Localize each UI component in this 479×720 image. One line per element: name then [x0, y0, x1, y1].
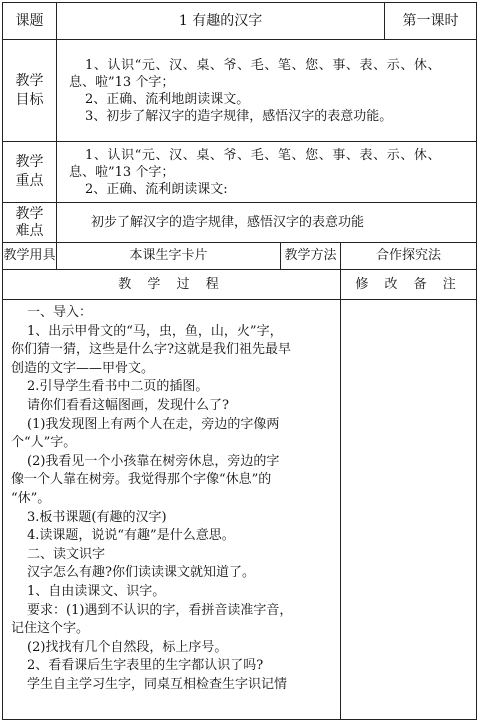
method-label: 教学方法: [281, 243, 341, 270]
process-line: (2)找找有几个自然段，标上序号。: [27, 639, 228, 655]
goals-line-1: 1、认识“元、汉、桌、爷、毛、笔、您、事、表、示、休、: [85, 57, 442, 73]
lesson-title: 1 有趣的汉字: [57, 3, 385, 40]
difficulties-label: [3, 203, 57, 243]
lesson-plan-table: [2, 2, 477, 720]
process-line: 创造的文字——甲骨文。: [11, 360, 155, 376]
tools-label: 教学用具: [3, 243, 57, 270]
process-line: 记住这个字。: [11, 621, 90, 637]
tools-row: [3, 243, 477, 270]
process-line: 2.引导学生看书中二页的插图。: [27, 379, 209, 395]
key-points-line-2: 息、啦”13 个字；: [69, 164, 175, 180]
session-label: 第一课时: [385, 3, 477, 40]
goals-label: [3, 40, 57, 142]
process-line: 1、出示甲骨文的“马，虫，鱼，山，火”字，: [27, 323, 283, 339]
key-points-label: [3, 142, 57, 203]
process-content: [3, 300, 341, 720]
notes-header: 修 改 备 注: [341, 270, 477, 300]
method-value: 合作探究法: [341, 243, 477, 270]
key-points-line-1: 1、认识“元、汉、桌、爷、毛、笔、您、事、表、示、休、: [85, 147, 442, 163]
process-line: 二、读文识字: [27, 546, 106, 562]
difficulties-content: 初步了解汉字的造字规律，感悟汉字的表意功能: [57, 203, 477, 243]
process-body-row: [3, 300, 477, 720]
difficulties-label-line1: 教学: [15, 205, 44, 222]
notes-content: [341, 300, 477, 720]
goals-line-4: 3、初步了解汉字的造字规律，感悟汉字的表意功能。: [85, 108, 393, 124]
process-line: 个“人”字。: [11, 435, 77, 451]
goals-line-3: 2、正确、流利地朗读课文。: [85, 91, 250, 107]
process-lines: [11, 304, 332, 694]
goals-row: [3, 40, 477, 142]
process-line: 学生自主学习生字，同桌互相检查生字识记情: [27, 676, 288, 692]
process-line: 1、自由读课文、识字。: [27, 583, 166, 599]
process-line: 像一个人靠在树旁。我觉得那个字像“休息”的: [11, 472, 272, 488]
goals-content: [57, 40, 477, 142]
process-header: 教 学 过 程: [3, 270, 341, 300]
process-line: 你们猜一猜，这些是什么字?这就是我们祖先最早: [11, 342, 291, 358]
key-points-label-line1: 教学: [15, 154, 44, 170]
process-line: (2)我看见一个小孩靠在树旁休息，旁边的字: [27, 453, 280, 469]
title-row: [3, 3, 477, 40]
process-line: 3.板书课题(有趣的汉字): [27, 509, 167, 525]
process-line: 要求：(1)遇到不认识的字，看拼音读准字音，: [27, 602, 293, 618]
process-line: 4.读课题，说说“有趣”是什么意思。: [27, 528, 235, 544]
topic-label: 课题: [3, 3, 57, 40]
key-points-label-line2: 重点: [15, 173, 44, 189]
process-line: 一、导入：: [27, 305, 93, 320]
goals-label-line1: 教学: [15, 72, 44, 89]
difficulties-row: [3, 203, 477, 243]
process-line: 2、看看课后生字表里的生字都认识了吗?: [27, 658, 264, 674]
key-points-content: [57, 142, 477, 203]
process-line: (1)我发现图上有两个人在走，旁边的字像两: [27, 416, 280, 432]
tools-value: 本课生字卡片: [57, 243, 281, 270]
difficulties-label-line2: 难点: [15, 222, 44, 239]
process-line: 汉字怎么有趣?你们读读课文就知道了。: [27, 565, 255, 581]
process-line: 请你们看看这幅图画，发现什么了?: [27, 397, 229, 413]
key-points-line-3: 2、正确、流利朗读课文:: [85, 181, 228, 197]
key-points-row: [3, 142, 477, 203]
process-line: “休”。: [11, 490, 51, 506]
goals-line-2: 息、啦”13 个字；: [69, 74, 175, 90]
goals-label-line2: 目标: [15, 91, 44, 108]
process-header-row: [3, 270, 477, 300]
